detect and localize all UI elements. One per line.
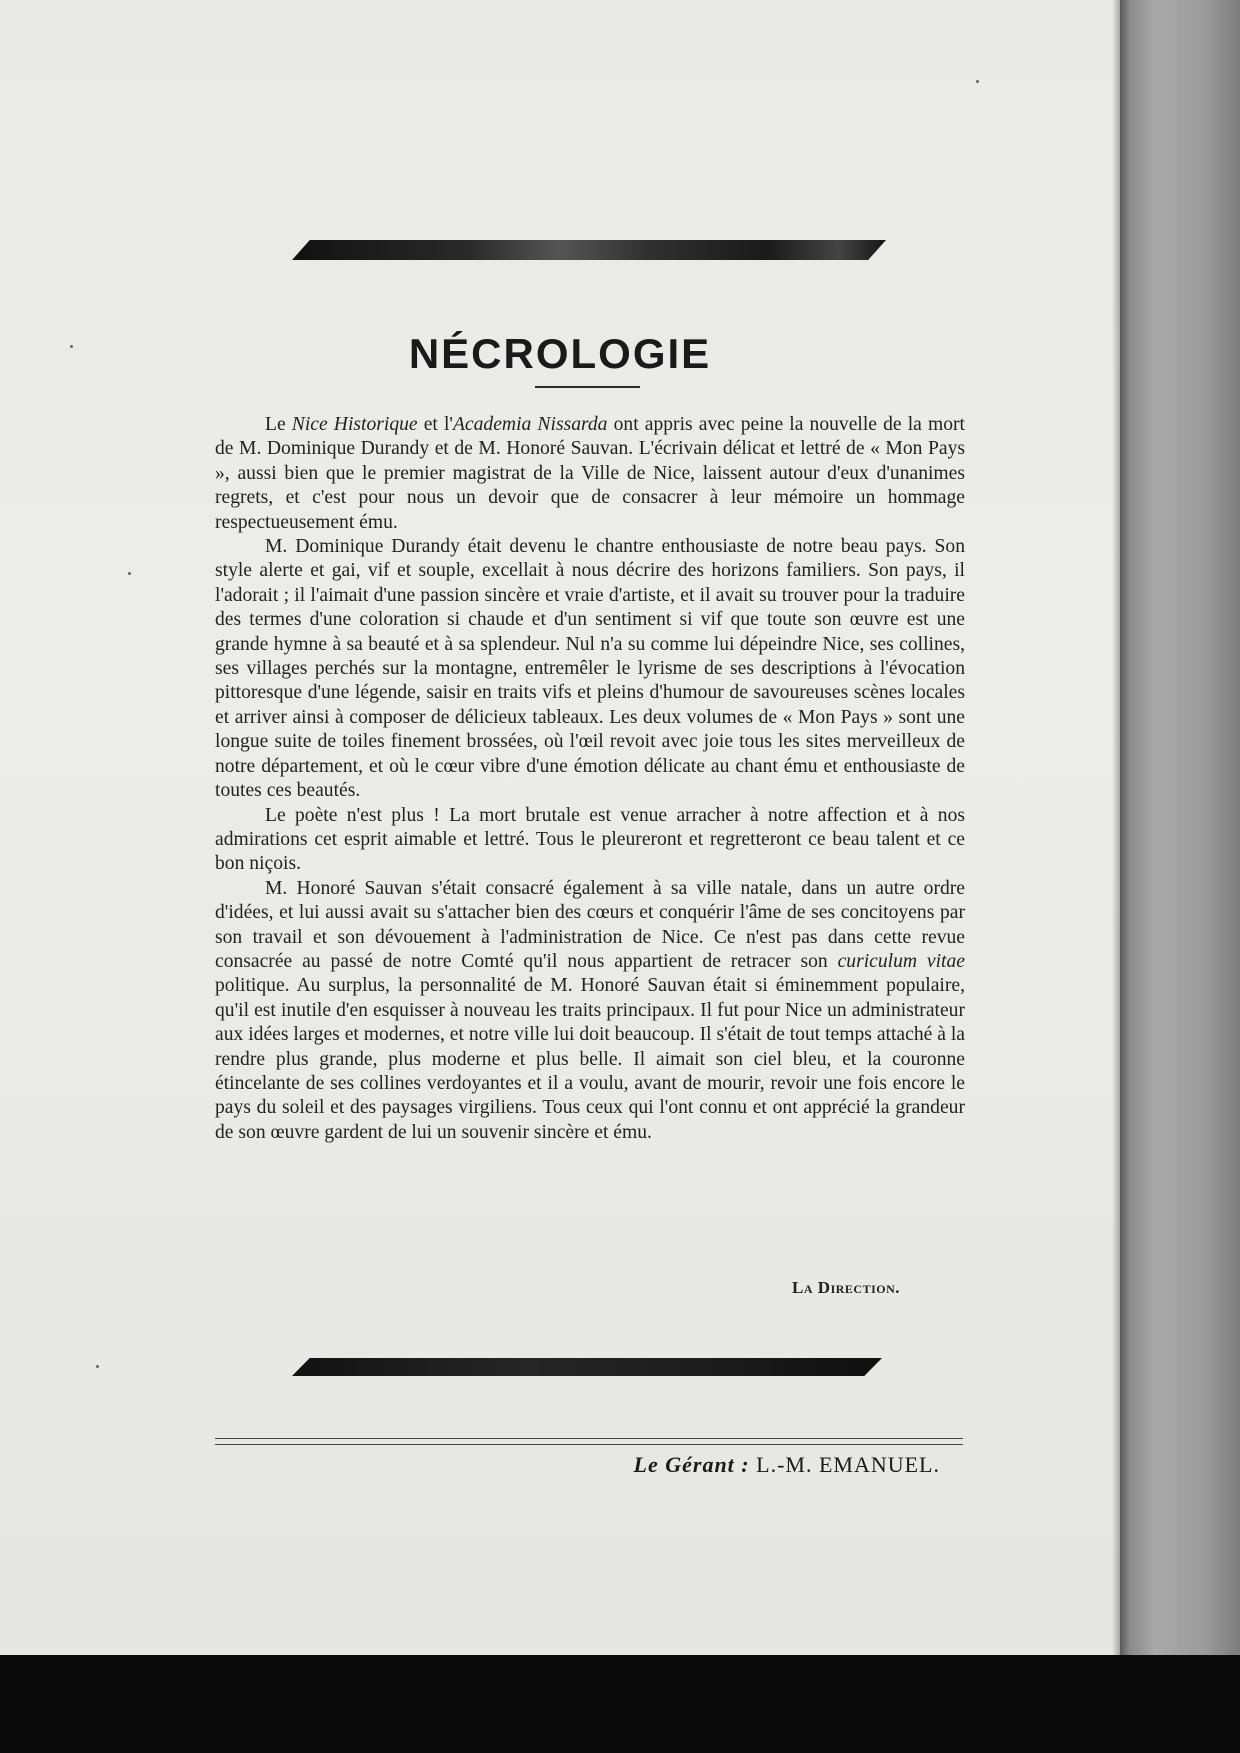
- paragraph: M. Honoré Sauvan s'était consacré également à sa ville natale, dans un autre ordre d'idées, et lui aussi avait su s'attacher bien des cœurs et conquérir l'âme de ses concitoyens par son travail et son dévouement à l'administration de Nice. Ce n'est pas dans cette revue consacrée au passé de notre Comté qu'il nous appartient de retracer son curiculum vitae politique. Au surplus, la personnalité de M. Honoré Sauvan était si éminemment populaire, qu'il est inutile d'en esquisser à nouveau les traits principaux. Il fut pour Nice un administrateur aux idées larges et modernes, et notre ville lui doit beaucoup. Il s'était de tout temps attaché à la rendre plus grande, plus moderne et plus belle. Il aimait son ciel bleu, et la couronne étincelante de ses collines verdoyantes et il a voulu, avant de mourir, revoir une fois encore le pays du soleil et des paysages virgiliens. Tous ceux qui l'ont connu et ont apprécié la grandeur de son œuvre gardent de lui un souvenir sincère et ému.: [215, 877, 965, 1143]
- scan-background: [0, 1655, 1240, 1753]
- scan-speck: [96, 1365, 99, 1368]
- gerant-line: [500, 1452, 940, 1478]
- scan-speck: [976, 80, 979, 83]
- adjacent-page-edge: [1120, 0, 1240, 1655]
- page-title: NÉCROLOGIE: [408, 330, 712, 377]
- top-ornament-bar: [292, 240, 886, 260]
- paragraph: M. Dominique Durandy était devenu le chantre enthousiaste de notre beau pays. Son style alerte et gai, vif et souple, excellait à nous décrire des horizons familiers. Son pays, il l'adorait ; il l'aimait d'une passion sincère et vraie d'artiste, et il avait su trouver pour la traduire des termes d'une coloration si chaude et d'un sentiment si vif que toute son œuvre est une grande hymne à sa beauté et à sa splendeur. Nul n'a su comme lui dépeindre Nice, ses collines, ses villages perchés sur la montagne, entremêler le lyrisme de ses descriptions à l'évocation pittoresque d'une légende, saisir en traits vifs et pleins d'humour de savoureuses scènes locales et arriver ainsi à composer de délicieux tableaux. Les deux volumes de « Mon Pays » sont une longue suite de toiles finement brossées, où l'œil revoit avec joie tous les sites merveilleux de notre département, et où le cœur vibre d'une émotion délicate au chant ému et enthousiaste de toutes ces beautés.: [215, 536, 965, 802]
- article-body: [215, 413, 965, 1145]
- scan-speck: [70, 345, 73, 348]
- title-underline: [535, 386, 640, 388]
- paragraph: Le Nice Historique et l'Academia Nissarda ont appris avec peine la nouvelle de la mort de M. Dominique Durandy et de M. Honoré Sauvan. L'écrivain délicat et lettré de « Mon Pays », aussi bien que le premier magistrat de la Ville de Nice, laissent autour d'eux d'unanimes regrets, et c'est pour nous un devoir que de consacrer à leur mémoire un hommage respectueusement ému.: [215, 414, 965, 533]
- footer-double-rule: [215, 1438, 963, 1445]
- signature: La Direction.: [792, 1278, 900, 1297]
- gerant-name: L.-M. EMANUEL.: [756, 1452, 940, 1477]
- italic-title: curiculum vitae: [837, 950, 965, 972]
- paragraph: Le poète n'est plus ! La mort brutale est venue arracher à notre affection et à nos admirations cet esprit aimable et lettré. Tous le pleureront et regretteront ce beau talent et ce bon niçois.: [215, 804, 965, 875]
- italic-title: Academia Nissarda: [452, 414, 608, 435]
- gerant-label: Le Gérant :: [633, 1452, 750, 1477]
- scan-speck: [128, 572, 131, 575]
- italic-title: Nice Historique: [291, 414, 418, 435]
- bottom-ornament-bar: [292, 1358, 882, 1376]
